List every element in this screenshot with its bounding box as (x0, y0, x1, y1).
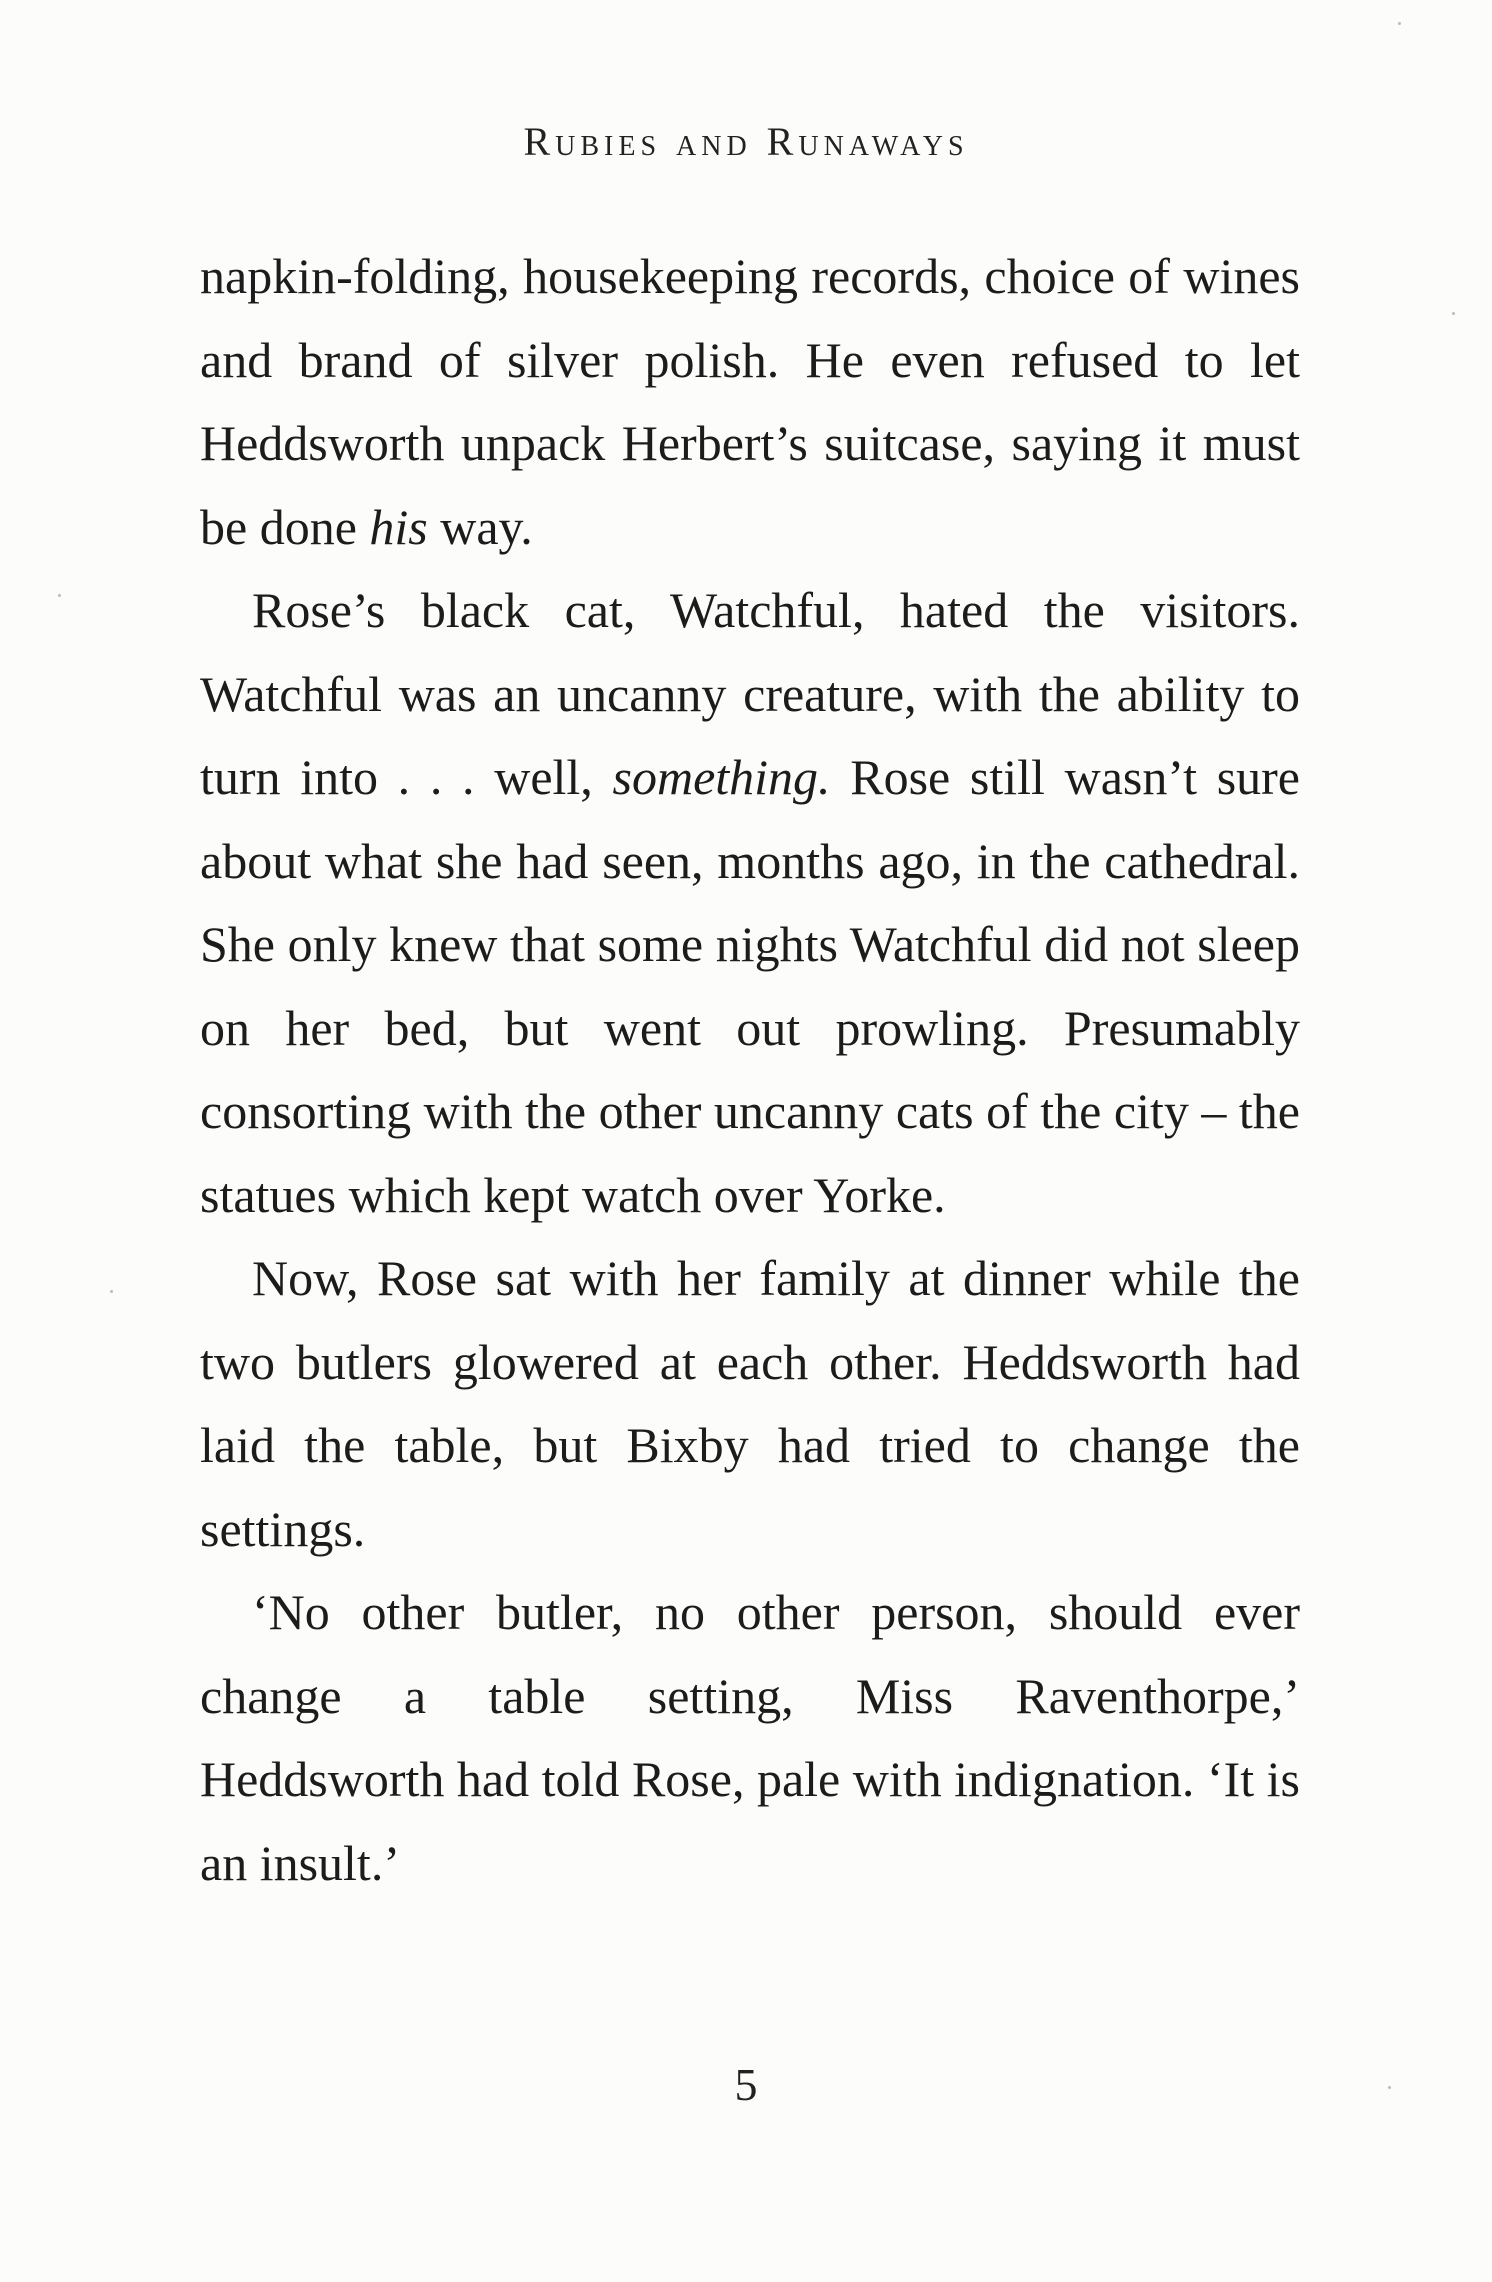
text-run: Now, Rose sat with her family at dinner while the two butlers glowered at each other. Heddsworth had laid the table, but Bixby had tried to change the settings. (200, 1250, 1300, 1557)
paper-speck (58, 594, 61, 597)
italic-text-run: his (369, 498, 428, 555)
running-header: Rubies and Runaways (523, 119, 969, 164)
paragraph-1 (200, 235, 1300, 569)
paper-speck (110, 1290, 113, 1293)
paper-speck (1388, 2086, 1391, 2089)
text-run: Rose still wasn’t sure about what she had seen, months ago, in the cathedral. She only knew that some nights Watchful did not sleep on her bed, but went out prowling. Presumably consorting with the other uncanny cats of the city – the statues which kept watch over Yorke. (200, 749, 1300, 1223)
paragraph-4 (200, 1571, 1300, 1905)
text-run: Rose’s black cat, Watchful, hated the visitors. Watchful was an uncanny creature, with the ability to turn into . . . well, (200, 582, 1300, 805)
text-run: way. (427, 498, 533, 555)
paragraph-2 (200, 569, 1300, 1237)
paragraph-3 (200, 1237, 1300, 1571)
body-text (200, 235, 1300, 1905)
paper-speck (1452, 312, 1455, 315)
text-run: napkin-folding, housekeeping records, choice of wines and brand of silver polish. He even refused to let Heddsworth unpack Herbert’s suitcase, saying it must be done (200, 248, 1300, 555)
text-run: ‘No other butler, no other person, should ever change a table setting, Miss Raventhorpe,’ Heddsworth had told Rose, pale with indignation. ‘It is an insult.’ (200, 1584, 1300, 1891)
italic-text-run: something. (612, 749, 831, 805)
paper-speck (1398, 22, 1401, 25)
page-number: 5 (734, 2059, 758, 2110)
